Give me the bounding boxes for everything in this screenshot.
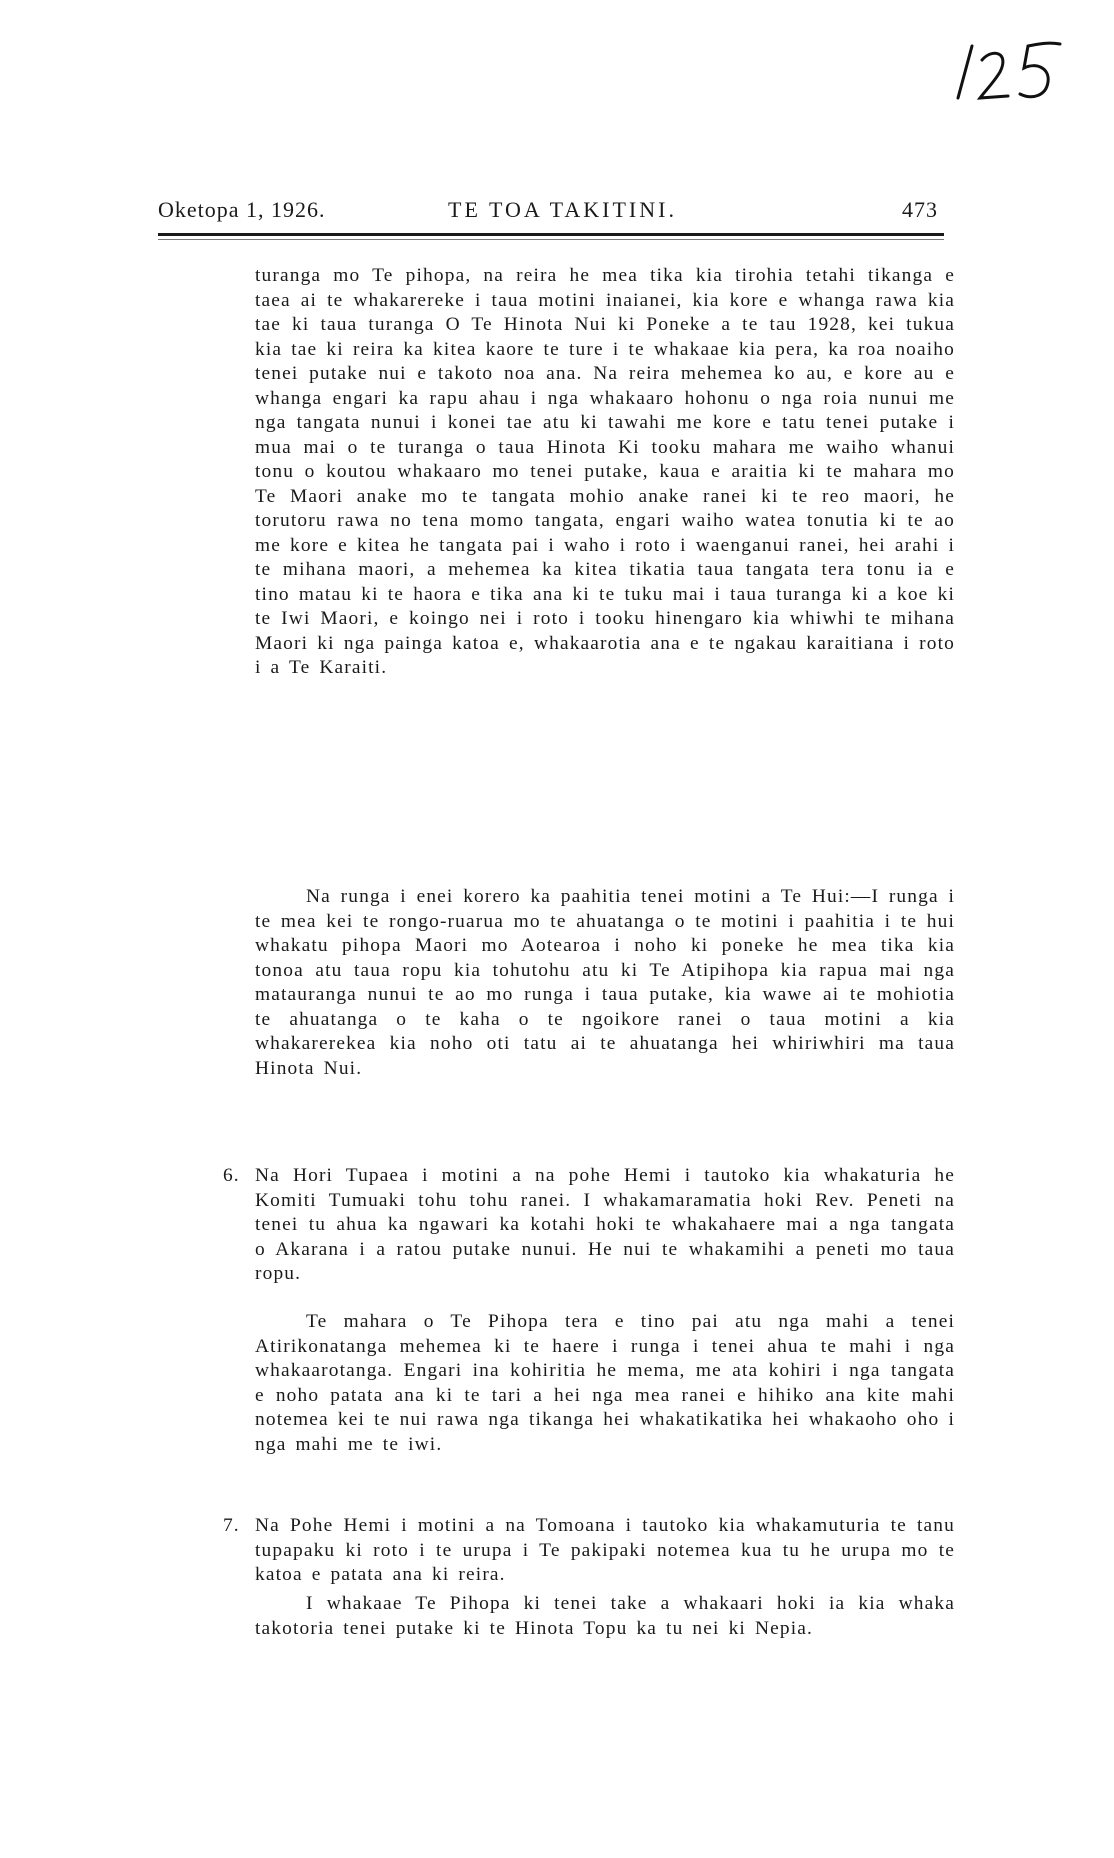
paragraph-item-7: Na Pohe Hemi i motini a na Tomoana i tautoko kia whakamuturia te tanu tupapaku ki roto i te urupa i Te pakipaki notemea kua tu he urupa mo te katoa e patata ana ki reira. (255, 1515, 955, 1585)
issue-date: Oketopa 1, 1926. (158, 197, 326, 222)
page-number: 473 (902, 197, 938, 222)
publication-title: TE TOA TAKITINI. (448, 197, 677, 222)
item-number-7: 7. (223, 1515, 240, 1536)
running-head (158, 197, 938, 227)
paragraph-bishop-agreement: I whakaae Te Pihopa ki tenei take a whakaari hoki ia kia whaka takotoria tenei putake ki te Hinota Topu ka tu nei ki Nepia. (255, 1593, 955, 1639)
paragraph-bishop-opinion: Te mahara o Te Pihopa tera e tino pai atu nga mahi a tenei Atirikonatanga mehemea ki te haere i runga i tenei ahua te mahi i nga whakaarotanga. Engari ina kohiritia he mema, me ata kohiri i nga tangata e noho patata ana ki te tari a hei nga mea ranei e hihiko ana kite mahi notemea kei te nui rawa nga tikanga hei whakatikatika hei whakaoho oho i nga mahi me te iwi. (255, 1311, 955, 1455)
paragraph-continuation: turanga mo Te pihopa, na reira he mea tika kia tirohia tetahi tikanga e taea ai te whakarereke i taua motini inaianei, kia kore e whanga rawa kia tae ki taua turanga O Te Hinota Nui ki Poneke a te tau 1928, kei tukua kia tae ki reira ka kitea kaore te ture i te whakaae kia pera, ka roa noaiho tenei putake nui e takoto noa ana. Na reira mehemea ko au, e kore au e whanga engari ka rapu ahau i nga whakaaro hohonu o nga roia nunui me nga tangata nunui i konei tae atu ki tawahi me kore e tatu tenei putake i mua mai o te turanga o taua Hinota Ki tooku mahara me waiho whanui tonu o koutou whakaaro mo tenei putake, kaua e araitia ki te mahara mo Te Maori anake mo te tangata mohio anake ranei ki te reo maori, he torutoru rawa no tena momo tangata, engari waiho watea tonutia ki te ao me kore e kitea he tangata pai i waho i roto i waenganui ranei, hei arahi i te mihana maori, a mehemea ka kitea tikatia taua tangata tera tonu ia e tino matau ki te haora e tika ana ki te tuku mai i taua turanga ki a koe ki te Iwi Maori, e koingo nei i roto i tooku hinengaro kia whiwhi te mihana Maori ki nga painga katoa e, whakaarotia ana e te ngakau karaitiana i roto i a Te Karaiti. (255, 265, 955, 678)
header-rule (158, 233, 944, 236)
handwritten-folio-number (952, 38, 1072, 108)
header-rule-thin (158, 239, 944, 240)
paragraph-resolution: Na runga i enei korero ka paahitia tenei motini a Te Hui:—I runga i te mea kei te rongo-ruarua mo te ahuatanga o te motini i paahitia i te hui whakatu pihopa Maori mo Aotearoa i noho ki poneke he mea tika kia tonoa atu taua ropu kia tohutohu atu ki Te Atipihopa kia rapua mai nga matauranga nunui te ao mo runga i taua putake, kia wawe ai te mohiotia te ahuatanga o te kaha o te ngoikore ranei o taua motini a kia whakarerekea kia noho oti tatu ai te ahuatanga hei whiriwhiri ma taua Hinota Nui. (255, 886, 955, 1079)
paragraph-item-6: Na Hori Tupaea i motini a na pohe Hemi i tautoko kia whakaturia he Komiti Tumuaki tohu tohu ranei. I whakamaramatia hoki Rev. Peneti na tenei tu ahua ka ngawari ka kotahi hoki te whakahaere mai a nga tangata o Akarana i a ratou putake nunui. He nui te whakamihi a peneti mo taua ropu. (255, 1165, 955, 1284)
item-number-6: 6. (223, 1165, 240, 1186)
